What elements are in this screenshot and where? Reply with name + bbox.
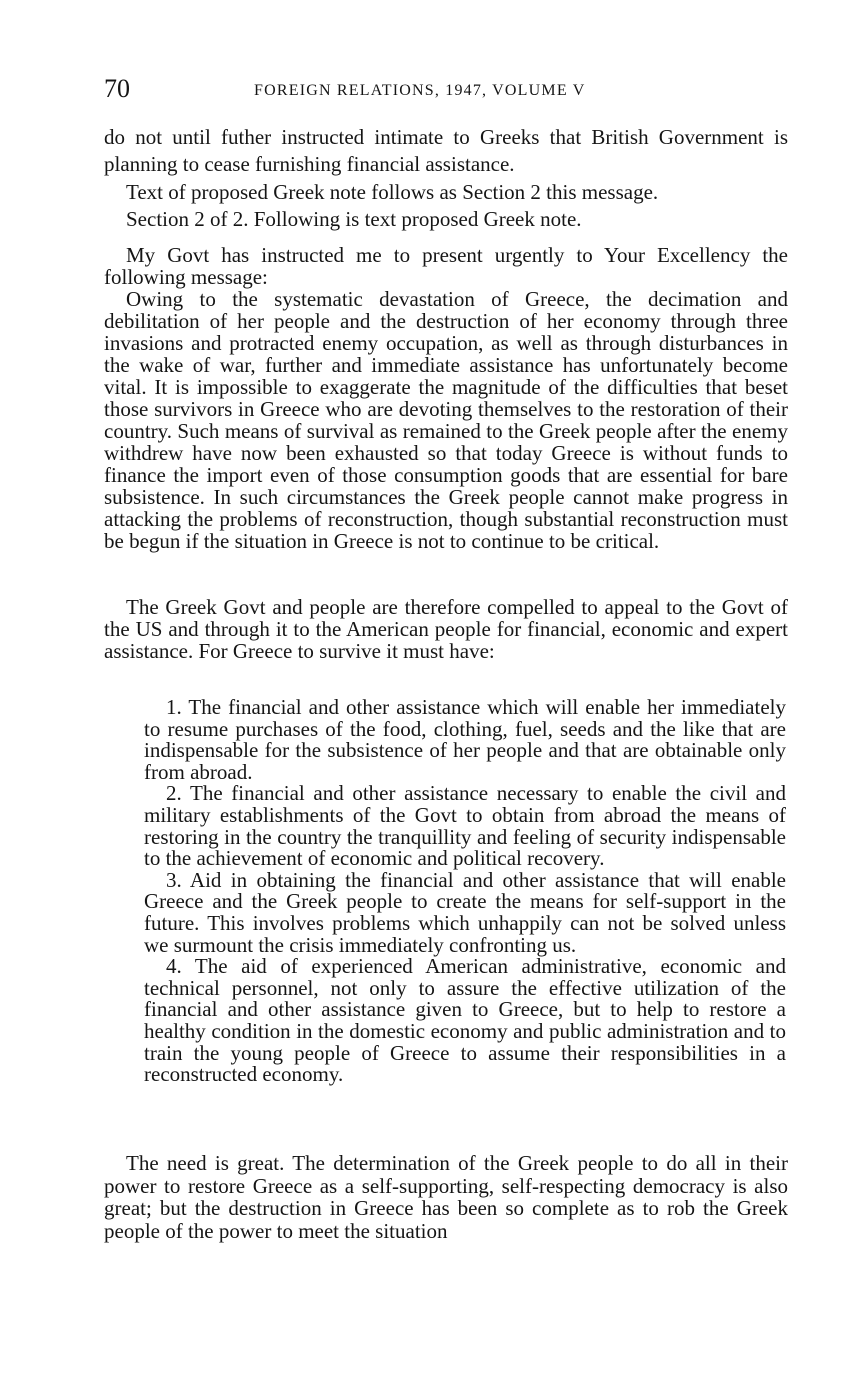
paragraph-conclusion: The need is great. The determination of the Greek people to do all in their power to restore Greece as a self-supporting, self-respecting democracy is also great; but the destruction in Greece has been so complete as to rob the Greek people of the power to meet the situation	[104, 1151, 788, 1243]
paragraph-appeal: The Greek Govt and people are therefore compelled to appeal to the Govt of the US and through it to the American people for financial, economic and expert assistance. For Greece to survive it must have:	[104, 595, 788, 663]
paragraph-note-intro: My Govt has instructed me to present urgently to Your Excellency the following message:	[104, 243, 788, 289]
list-item: 4. The aid of experienced American administrative, economic and technical personnel, not only to assure the effective utilization of the financial and other assistance given to Greece, but to help to restore a healthy condition in the domestic economy and public administration and to train the young people of Greece to assume their responsibilities in a reconstructed economy.	[144, 954, 786, 1087]
running-head: FOREIGN RELATIONS, 1947, VOLUME V	[254, 82, 586, 99]
paragraph-continuation: do not until futher instructed intimate to Greeks that British Government is planning to cease furnishing financial assistance.	[104, 125, 788, 176]
needs-list	[144, 697, 786, 1086]
page-header	[104, 74, 784, 108]
list-item: 1. The financial and other assistance which will enable her immediately to resume purchases of the food, clothing, fuel, seeds and the like that are indispensable for the subsistence of her people and that are obtainable only from abroad.	[144, 695, 786, 784]
list-item: 3. Aid in obtaining the financial and other assistance that will enable Greece and the Greek people to create the means for self-support in the future. This involves problems which unhappily can not be solved unless we surmount the crisis immediately confronting us.	[144, 867, 786, 957]
page-number: 70	[104, 74, 130, 103]
paragraph-section-heading: Section 2 of 2. Following is text proposed Greek note.	[126, 207, 582, 231]
paragraph-section-note: Text of proposed Greek note follows as Section 2 this message.	[126, 180, 659, 204]
list-item: 2. The financial and other assistance necessary to enable the civil and military establishments of the Govt to obtain from abroad the means of restoring in the country the tranquillity and feeling of security indispensable to the achievement of economic and political recovery.	[144, 781, 786, 871]
paragraph-devastation: Owing to the systematic devastation of Greece, the decimation and debilitation of her people and the destruction of her economy through three invasions and protracted enemy occupation, as well as through disturbances in the wake of war, further and immediate assistance has unfortunately become vital. It is impossible to exaggerate the magnitude of the difficulties that beset those survivors in Greece who are devoting themselves to the restoration of their country. Such means of survival as remained to the Greek people after the enemy withdrew have now been exhausted so that today Greece is without funds to finance the import even of those consumption goods that are essential for bare subsistence. In such circumstances the Greek people cannot make progress in attacking the problems of reconstruction, though substantial reconstruction must be begun if the situation in Greece is not to continue to be critical.	[104, 287, 788, 553]
